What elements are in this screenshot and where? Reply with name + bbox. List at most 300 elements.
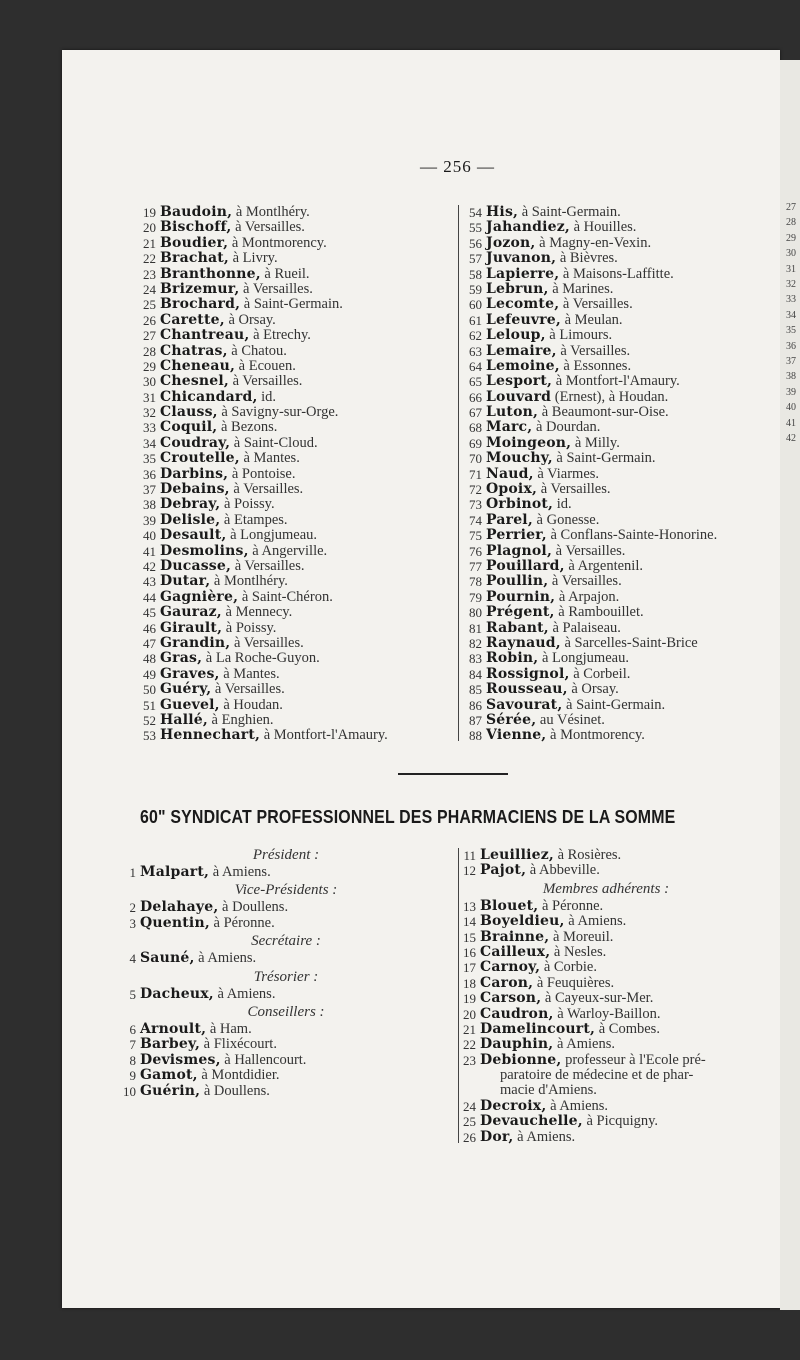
entry-number: 88 xyxy=(469,728,482,744)
pharmacist-location: à Versailles. xyxy=(556,342,631,359)
list-item xyxy=(136,574,456,589)
pharmacist-name: Delahaye, xyxy=(140,899,219,916)
entry-number: 86 xyxy=(469,697,482,713)
pharmacist-location: à Livry. xyxy=(229,250,278,267)
pharmacist-location: à Montfort-l'Amaury. xyxy=(260,727,388,744)
list-item xyxy=(116,916,456,931)
pharmacist-location: à Angerville. xyxy=(248,542,328,559)
entry-text xyxy=(486,313,623,328)
pharmacist-name: Guevel, xyxy=(160,696,220,713)
list-item xyxy=(136,344,456,359)
list-item xyxy=(462,621,782,636)
pharmacist-name: Jozon, xyxy=(486,234,536,251)
list-item xyxy=(136,282,456,297)
entry-text xyxy=(486,667,630,682)
entry-number: 60 xyxy=(469,297,482,313)
entry-number: 13 xyxy=(463,898,476,914)
entry-text xyxy=(140,865,271,880)
pharmacist-name: Boyeldieu, xyxy=(480,913,565,930)
pharmacist-name: Sauné, xyxy=(140,950,195,967)
entry-text xyxy=(480,914,626,929)
entry-text xyxy=(140,1068,280,1083)
pharmacist-name: Pouillard, xyxy=(486,557,565,574)
entry-number: 21 xyxy=(143,235,156,251)
entry-number: 85 xyxy=(469,682,482,698)
entry-text xyxy=(140,900,288,915)
entry-text xyxy=(486,267,674,282)
entry-text xyxy=(486,636,698,651)
entry-number: 49 xyxy=(143,666,156,682)
pharmacist-location: à Saint-Cloud. xyxy=(230,434,318,451)
adjacent-page-edge xyxy=(780,60,800,1310)
entry-text xyxy=(160,559,304,574)
pharmacist-name: Poullin, xyxy=(486,573,549,590)
list-item xyxy=(456,930,776,945)
entry-number: 50 xyxy=(143,682,156,698)
entry-text xyxy=(140,1053,306,1068)
entry-number: 22 xyxy=(143,251,156,267)
pharmacist-name: Desmolins, xyxy=(160,542,249,559)
entry-number: 54 xyxy=(469,205,482,220)
entry-text xyxy=(486,574,622,589)
pharmacist-location: à Amiens. xyxy=(546,1097,609,1114)
entry-text xyxy=(486,344,630,359)
entry-number: 24 xyxy=(463,1098,476,1114)
entry-number: 1 xyxy=(129,865,136,880)
entry-number: 42 xyxy=(143,558,156,574)
list-item xyxy=(462,467,782,482)
list-item xyxy=(136,313,456,328)
entry-text xyxy=(480,945,606,960)
pharmacist-name: Juvanon, xyxy=(486,250,557,267)
pharmacist-location: à Doullens. xyxy=(218,899,289,916)
pharmacist-location: à Montmorency. xyxy=(546,727,645,744)
pharmacist-location: à Rosières. xyxy=(553,847,622,863)
pharmacist-location: à Orsay. xyxy=(567,681,619,698)
margin-number: 27 xyxy=(786,202,796,213)
pharmacist-name: Debains, xyxy=(160,481,230,498)
pharmacist-location: à Picquigny. xyxy=(582,1113,659,1130)
entry-text xyxy=(480,848,621,863)
entry-text xyxy=(160,328,311,343)
list-item xyxy=(462,497,782,512)
entry-text xyxy=(486,359,631,374)
entry-number: 59 xyxy=(469,281,482,297)
pharmacist-name: Cailleux, xyxy=(480,943,551,960)
entry-number: 25 xyxy=(143,297,156,313)
entry-number: 27 xyxy=(143,328,156,344)
list-item xyxy=(116,1084,456,1099)
list-item xyxy=(456,1099,776,1114)
pharmacist-name: Lemaire, xyxy=(486,342,557,359)
pharmacist-location: à Flixécourt. xyxy=(200,1036,277,1053)
pharmacist-name: Naud, xyxy=(486,465,534,482)
entry-text xyxy=(140,951,256,966)
list-item xyxy=(456,848,776,863)
pharmacist-location: à Péronne. xyxy=(209,914,275,931)
role-heading: Président : xyxy=(252,847,320,863)
list-item xyxy=(456,1083,776,1098)
entry-number: 31 xyxy=(143,389,156,405)
pharmacist-name: Louvard xyxy=(486,388,552,405)
entry-text xyxy=(480,1099,608,1114)
list-item xyxy=(136,251,456,266)
pharmacist-location: à Montdidier. xyxy=(197,1067,280,1084)
entry-number: 7 xyxy=(129,1037,136,1053)
entry-text xyxy=(160,497,275,512)
list-item xyxy=(456,991,776,1006)
list-item xyxy=(136,667,456,682)
entry-text xyxy=(480,1053,706,1068)
pharmacist-name: Coquil, xyxy=(160,419,218,436)
pharmacist-name: Carson, xyxy=(480,990,542,1007)
entry-text xyxy=(160,682,285,697)
entry-number: 9 xyxy=(129,1068,136,1084)
syndicate-members-list xyxy=(456,848,776,1145)
list-item xyxy=(462,667,782,682)
pharmacist-name: Delisle, xyxy=(160,511,221,528)
list-item xyxy=(136,359,456,374)
entry-text xyxy=(486,282,613,297)
entry-number: 20 xyxy=(143,220,156,236)
list-item xyxy=(136,405,456,420)
entry-text xyxy=(160,374,302,389)
entry-number: 14 xyxy=(463,914,476,930)
pharmacist-location: à Versailles. xyxy=(231,557,305,574)
entry-text xyxy=(140,1037,277,1052)
pharmacist-name: Gamot, xyxy=(140,1067,198,1084)
entry-text xyxy=(480,1114,658,1129)
pharmacist-name: Lebrun, xyxy=(486,280,549,297)
section-separator xyxy=(398,773,508,775)
role-heading: Trésorier : xyxy=(253,968,319,985)
page-number: — 256 — xyxy=(420,157,495,176)
pharmacist-name: Lecomte, xyxy=(486,296,560,313)
pharmacist-location: à Longjumeau. xyxy=(538,650,629,667)
list-item xyxy=(136,482,456,497)
entry-number: 74 xyxy=(469,512,482,528)
entry-number: 12 xyxy=(463,863,476,879)
list-item xyxy=(462,559,782,574)
list-item xyxy=(136,713,456,728)
entry-text xyxy=(480,930,613,945)
entry-text xyxy=(486,297,633,312)
pharmacist-name: Clauss, xyxy=(160,404,218,421)
pharmacist-name: Lesport, xyxy=(486,373,553,390)
pharmacist-name: Lapierre, xyxy=(486,265,560,282)
pharmacist-location: à Versailles. xyxy=(537,481,611,498)
pharmacist-location: à Argentenil. xyxy=(564,557,643,574)
pharmacist-name: Opoix, xyxy=(486,481,538,498)
pharmacist-name: Chesnel, xyxy=(160,373,229,390)
entry-number: 78 xyxy=(469,574,482,590)
pharmacist-name: Girault, xyxy=(160,619,223,636)
entry-text xyxy=(160,436,318,451)
entry-number: 24 xyxy=(143,281,156,297)
entry-text xyxy=(486,205,621,220)
pharmacist-location: id. xyxy=(257,388,277,405)
margin-number: 42 xyxy=(786,433,796,444)
margin-number: 36 xyxy=(786,340,796,352)
entry-number: 30 xyxy=(143,374,156,390)
pharmacist-name: Hallé, xyxy=(160,711,208,728)
entry-text xyxy=(160,651,320,666)
pharmacist-location: à Orsay. xyxy=(224,311,276,328)
entry-text xyxy=(140,1084,270,1099)
entry-number: 47 xyxy=(143,635,156,651)
margin-number: 32 xyxy=(786,279,796,290)
pharmacist-name: Chantreau, xyxy=(160,327,250,344)
role-heading: Vice-Présidents : xyxy=(234,882,338,899)
entry-number: 58 xyxy=(469,266,482,282)
entry-text xyxy=(160,467,296,482)
list-item xyxy=(462,451,782,466)
entry-number: 76 xyxy=(469,543,482,559)
pharmacist-name: Prégent, xyxy=(486,604,555,621)
entry-text xyxy=(486,436,620,451)
entry-text xyxy=(160,359,296,374)
list-item xyxy=(136,467,456,482)
pharmacist-location: à Ecouen. xyxy=(235,357,296,374)
pharmacist-location: au Vésinet. xyxy=(536,711,605,728)
pharmacist-location: à Enghien. xyxy=(207,711,274,728)
entry-number: 2 xyxy=(129,900,136,916)
entry-number: 57 xyxy=(469,251,482,267)
entry-text xyxy=(486,728,645,743)
pharmacist-name: Cheneau, xyxy=(160,357,236,374)
entry-text xyxy=(160,636,304,651)
pharmacist-location: à Savigny-sur-Orge. xyxy=(217,404,339,421)
entry-number: 4 xyxy=(129,951,136,967)
list-item xyxy=(136,528,456,543)
list-item xyxy=(462,605,782,620)
entry-text xyxy=(160,698,283,713)
entry-number: 73 xyxy=(469,497,482,513)
pharmacist-name: Damelincourt, xyxy=(480,1020,596,1037)
pharmacist-name: Vienne, xyxy=(486,727,547,744)
pharmacist-name: Guéry, xyxy=(160,681,212,698)
entry-text xyxy=(486,220,636,235)
pharmacist-name: Robin, xyxy=(486,650,539,667)
pharmacist-name: Rabant, xyxy=(486,619,549,636)
list-item xyxy=(456,1068,776,1083)
entry-text xyxy=(486,528,717,543)
entry-number: 71 xyxy=(469,466,482,482)
list-item xyxy=(456,914,776,929)
pharmacist-name: Plagnol, xyxy=(486,542,553,559)
list-item xyxy=(462,390,782,405)
entry-number: 80 xyxy=(469,605,482,621)
margin-number: 31 xyxy=(786,263,796,275)
list-item xyxy=(456,1007,776,1022)
list-item xyxy=(136,682,456,697)
list-item xyxy=(136,328,456,343)
entry-number: 23 xyxy=(463,1052,476,1068)
entry-text xyxy=(480,991,653,1006)
entry-number: 41 xyxy=(143,543,156,559)
entry-number: 5 xyxy=(129,986,136,1002)
entry-continuation: paratoire de médecine et de phar- xyxy=(500,1067,694,1084)
list-item xyxy=(136,451,456,466)
margin-number: 30 xyxy=(786,248,796,260)
entry-text xyxy=(160,513,288,528)
entry-number: 77 xyxy=(469,558,482,574)
pharmacist-name: Quentin, xyxy=(140,914,210,931)
list-item xyxy=(462,728,782,743)
pharmacist-name: Chicandard, xyxy=(160,388,258,405)
list-item xyxy=(136,297,456,312)
pharmacist-location: à Palaiseau. xyxy=(548,619,621,636)
list-item xyxy=(462,482,782,497)
entry-number: 72 xyxy=(469,482,482,498)
pharmacist-name: Rousseau, xyxy=(486,681,568,698)
entry-number: 69 xyxy=(469,435,482,451)
entry-text xyxy=(160,544,327,559)
list-item xyxy=(116,865,456,880)
margin-number: 40 xyxy=(786,402,796,414)
entry-number: 15 xyxy=(463,929,476,945)
pharmacist-location: à Gonesse. xyxy=(532,511,600,528)
pharmacist-location: à Pontoise. xyxy=(228,465,296,482)
list-item xyxy=(462,236,782,251)
pharmacist-name: Moingeon, xyxy=(486,434,572,451)
member-list-right xyxy=(462,205,782,744)
list-item xyxy=(456,960,776,975)
entry-text xyxy=(160,390,276,405)
pharmacist-name: Caudron, xyxy=(480,1005,554,1022)
role-heading: Secrétaire : xyxy=(251,933,321,950)
pharmacist-location: à Beaumont-sur-Oise. xyxy=(538,404,669,421)
pharmacist-location: à Saint-Germain. xyxy=(562,696,666,713)
pharmacist-location: à Versailles. xyxy=(548,573,622,590)
pharmacist-name: Raynaud, xyxy=(486,634,561,651)
pharmacist-location: à Versailles. xyxy=(231,219,305,236)
pharmacist-location: à Poissy. xyxy=(222,619,277,636)
entry-text xyxy=(160,297,343,312)
entry-text xyxy=(480,1022,660,1037)
list-item xyxy=(116,1053,456,1068)
pharmacist-location: à Rueil. xyxy=(260,265,310,282)
pharmacist-location: à Rambouillet. xyxy=(554,604,644,621)
entry-number: 67 xyxy=(469,405,482,421)
pharmacist-location: à Etrechy. xyxy=(249,327,311,344)
margin-number: 28 xyxy=(786,217,796,229)
section-title: 60" SYNDICAT PROFESSIONNEL DES PHARMACIENS DE LA SOMME xyxy=(140,806,676,827)
pharmacist-location: à Mantes. xyxy=(239,450,300,467)
pharmacist-name: Barbey, xyxy=(140,1036,201,1053)
entry-text xyxy=(140,1022,252,1037)
entry-number: 55 xyxy=(469,220,482,236)
list-item xyxy=(136,205,456,220)
entry-text xyxy=(486,590,619,605)
list-item xyxy=(462,282,782,297)
list-item xyxy=(462,698,782,713)
entry-text xyxy=(486,467,599,482)
pharmacist-name: Lemoine, xyxy=(486,357,560,374)
entry-number: 19 xyxy=(463,991,476,1007)
list-item xyxy=(136,513,456,528)
pharmacist-name: Dauphin, xyxy=(480,1036,554,1053)
pharmacist-location: à Montlhéry. xyxy=(232,204,310,220)
pharmacist-location: à Combes. xyxy=(595,1020,660,1037)
pharmacist-name: Gauraz, xyxy=(160,604,222,621)
entry-text xyxy=(486,405,669,420)
pharmacist-location: à Saint-Chéron. xyxy=(238,588,333,605)
entry-number: 40 xyxy=(143,528,156,544)
pharmacist-location: à Arpajon. xyxy=(555,588,620,605)
pharmacist-name: Carette, xyxy=(160,311,225,328)
pharmacist-location: à Cayeux-sur-Mer. xyxy=(541,990,654,1007)
entry-number: 63 xyxy=(469,343,482,359)
entry-number: 23 xyxy=(143,266,156,282)
entry-number: 33 xyxy=(143,420,156,436)
pharmacist-location: à Warloy-Baillon. xyxy=(553,1005,661,1022)
pharmacist-name: Debray, xyxy=(160,496,221,513)
member-list-left xyxy=(136,205,456,744)
entry-number: 83 xyxy=(469,651,482,667)
list-item xyxy=(462,205,782,220)
list-item xyxy=(456,945,776,960)
pharmacist-name: Brochard, xyxy=(160,296,241,313)
entry-number: 8 xyxy=(129,1052,136,1068)
pharmacist-name: Branthonne, xyxy=(160,265,261,282)
pharmacist-location: à Versailles. xyxy=(559,296,633,313)
entry-number: 79 xyxy=(469,589,482,605)
margin-number: 33 xyxy=(786,294,796,306)
pharmacist-name: Marc, xyxy=(486,419,533,436)
entry-number: 17 xyxy=(463,960,476,976)
pharmacist-name: Graves, xyxy=(160,665,220,682)
pharmacist-location: à Versailles. xyxy=(229,373,303,390)
entry-text xyxy=(160,728,388,743)
pharmacist-location: à Bezons. xyxy=(217,419,278,436)
entry-text xyxy=(486,605,644,620)
pharmacist-location: à Mennecy. xyxy=(221,604,293,621)
entry-number: 68 xyxy=(469,420,482,436)
list-item xyxy=(456,863,776,878)
entry-number: 38 xyxy=(143,497,156,513)
pharmacist-location: à La Roche-Guyon. xyxy=(202,650,320,667)
entry-number: 3 xyxy=(129,915,136,931)
entry-text xyxy=(486,621,621,636)
pharmacist-name: Croutelle, xyxy=(160,450,240,467)
list-item xyxy=(136,374,456,389)
entry-text xyxy=(480,1007,660,1022)
pharmacist-name: His, xyxy=(486,204,519,220)
pharmacist-name: Ducasse, xyxy=(160,557,232,574)
pharmacist-name: Desault, xyxy=(160,527,227,544)
entry-number: 18 xyxy=(463,975,476,991)
entry-number: 43 xyxy=(143,574,156,590)
entry-number: 29 xyxy=(143,358,156,374)
entry-text xyxy=(160,590,333,605)
list-item xyxy=(462,436,782,451)
list-item xyxy=(456,1114,776,1129)
list-item xyxy=(116,1037,456,1052)
entry-number: 35 xyxy=(143,451,156,467)
pharmacist-location: à Saint-Germain. xyxy=(518,204,621,220)
pharmacist-location: (Ernest), à Houdan. xyxy=(551,388,669,405)
pharmacist-name: Dutar, xyxy=(160,573,211,590)
list-item xyxy=(136,559,456,574)
pharmacist-location: à Feuquières. xyxy=(533,974,615,991)
entry-text xyxy=(160,205,310,220)
pharmacist-name: Parel, xyxy=(486,511,533,528)
pharmacist-location: à Magny-en-Vexin. xyxy=(535,234,652,251)
entry-text xyxy=(160,251,278,266)
pharmacist-location: à Limours. xyxy=(545,327,613,344)
pharmacist-location: à Montlhéry. xyxy=(210,573,288,590)
